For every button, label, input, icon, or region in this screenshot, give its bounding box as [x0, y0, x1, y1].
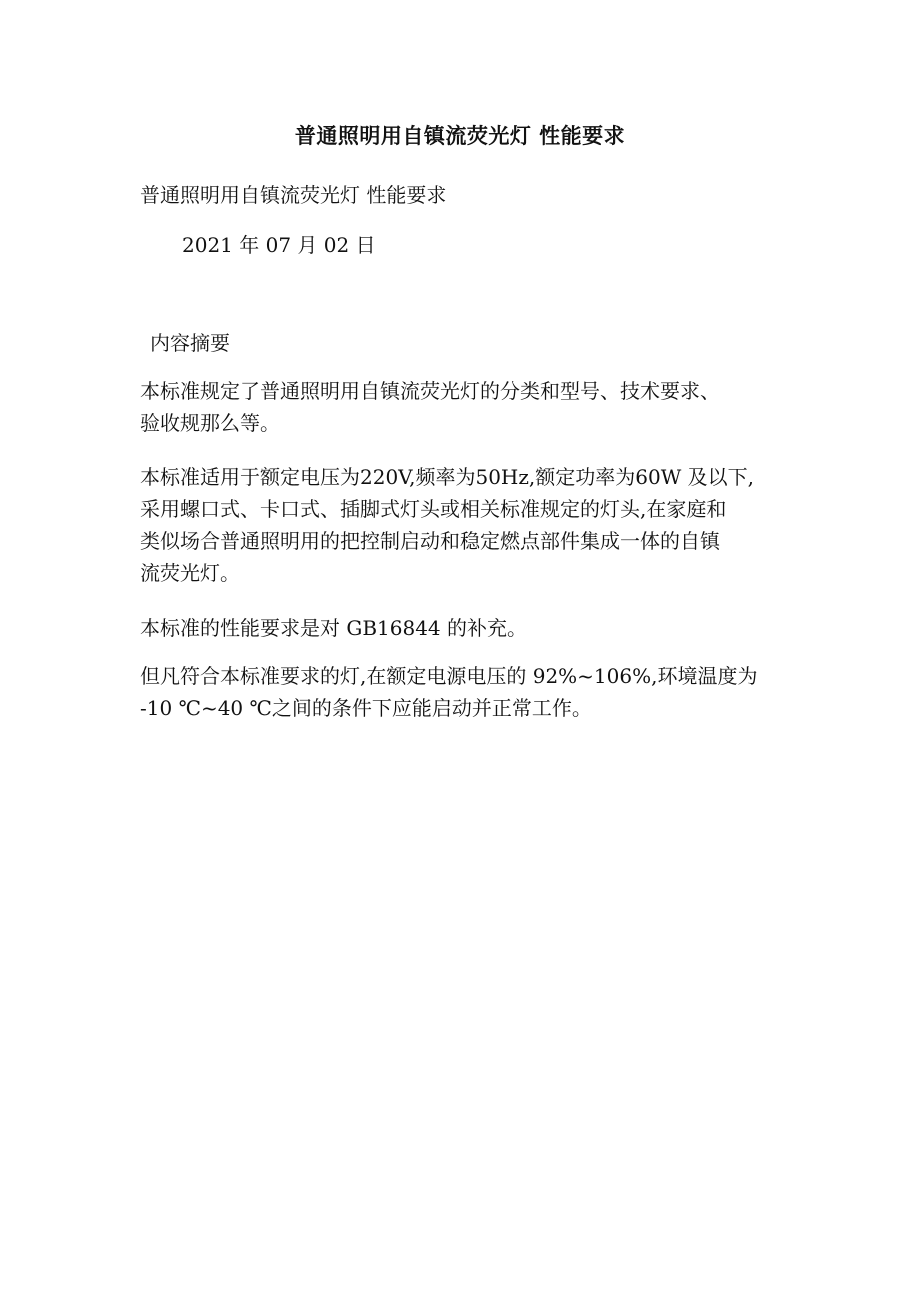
- paragraph-supplement: [140, 612, 790, 644]
- summary-heading: 内容摘要: [150, 331, 230, 355]
- paragraph-line: 但凡符合本标准要求的灯,在额定电源电压的 92%~106%,环境温度为: [140, 664, 758, 688]
- document-date: 2021 年 07 月 02 日: [182, 233, 376, 257]
- paragraph-line: 类似场合普通照明用的把控制启动和稳定燃点部件集成一体的自镇: [140, 529, 720, 553]
- document-subtitle: 普通照明用自镇流荧光灯 性能要求: [140, 183, 447, 207]
- paragraph-line: 流荧光灯。: [140, 561, 240, 585]
- paragraph-line: 本标准适用于额定电压为220V,频率为50Hz,额定功率为60W 及以下,: [140, 465, 754, 489]
- paragraph-scope-intro: [140, 375, 790, 439]
- paragraph-line: -10 ℃~40 ℃之间的条件下应能启动并正常工作。: [140, 696, 592, 720]
- paragraph-line: 验收规那么等。: [140, 411, 280, 435]
- document-title: 普通照明用自镇流荧光灯 性能要求: [294, 123, 626, 148]
- paragraph-line: 本标准规定了普通照明用自镇流荧光灯的分类和型号、技术要求、: [140, 379, 720, 403]
- paragraph-operating-conditions: [140, 660, 790, 724]
- paragraph-line: 采用螺口式、卡口式、插脚式灯头或相关标准规定的灯头,在家庭和: [140, 497, 727, 521]
- paragraph-applicability: [140, 461, 790, 589]
- paragraph-line: 本标准的性能要求是对 GB16844 的补充。: [140, 616, 528, 640]
